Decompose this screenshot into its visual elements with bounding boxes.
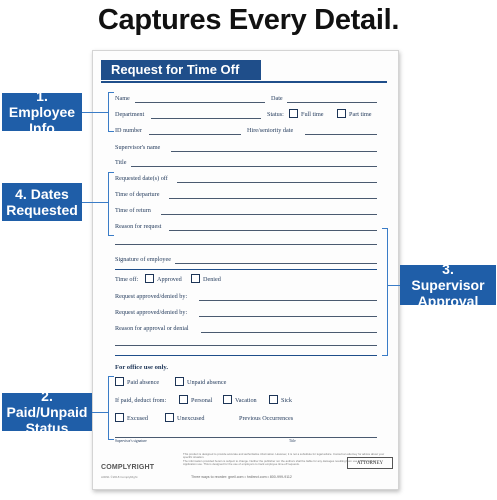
callout-paid-unpaid: 2. Paid/Unpaid Status xyxy=(2,393,92,431)
callout-employee-info: 1. Employee Info xyxy=(2,93,82,131)
approval-reason-label: Reason for approval or denial xyxy=(115,325,189,332)
title-line[interactable] xyxy=(131,166,377,167)
department-label: Department xyxy=(115,111,145,118)
departure-label: Time of departure xyxy=(115,191,160,198)
vacation-checkbox[interactable] xyxy=(223,395,232,404)
bracket-paid-unpaid xyxy=(108,376,114,440)
requested-dates-label: Requested date(s) off xyxy=(115,175,168,182)
paid-label: Paid absence xyxy=(127,379,160,386)
excused-label: Excused xyxy=(127,415,148,422)
title-label: Title xyxy=(115,159,127,166)
full-time-checkbox[interactable] xyxy=(289,109,298,118)
deduct-label: If paid, deduct from: xyxy=(115,397,167,404)
approved-label: Approved xyxy=(157,276,182,283)
section-divider-2 xyxy=(115,355,377,356)
unexcused-checkbox[interactable] xyxy=(165,413,174,422)
connector-supervisor-approval xyxy=(388,285,400,286)
full-time-label: Full time xyxy=(301,111,324,118)
reason-label: Reason for request xyxy=(115,223,162,230)
denied-label: Denied xyxy=(203,276,221,283)
unpaid-label: Unpaid absence xyxy=(187,379,227,386)
complyright-logo: COMPLYRIGHT xyxy=(101,464,155,471)
sup-title-label: Title xyxy=(289,439,296,443)
part-time-checkbox[interactable] xyxy=(337,109,346,118)
supervisor-signature-line[interactable] xyxy=(115,437,377,438)
approval-reason-line[interactable] xyxy=(201,332,377,333)
return-line[interactable] xyxy=(161,214,377,215)
supervisor-line[interactable] xyxy=(171,151,377,152)
request-form-sheet xyxy=(92,50,399,490)
departure-line[interactable] xyxy=(169,198,377,199)
name-label: Name xyxy=(115,95,130,102)
personal-label: Personal xyxy=(191,397,213,404)
form-title: Request for Time Off xyxy=(101,60,261,80)
denied-checkbox[interactable] xyxy=(191,274,200,283)
bracket-supervisor-approval xyxy=(382,228,388,356)
time-off-label: Time off: xyxy=(115,276,139,283)
signature-label: Signature of employee xyxy=(115,256,172,263)
fine-print-2: The information provided herein is subject to change. Neither the publisher nor the authors shall be liable for any damages resulting from use of this product. xyxy=(183,458,377,463)
hire-date-line[interactable] xyxy=(305,134,377,135)
id-number-label: ID number xyxy=(115,127,142,134)
sick-label: Sick xyxy=(281,397,293,404)
unexcused-label: Unexcused xyxy=(177,415,205,422)
part-time-label: Part time xyxy=(349,111,372,118)
reorder-info: Three ways to reorder: gneil.com • hrdirect.com • 800-999-9112 xyxy=(191,475,292,479)
approved-by-1-line[interactable] xyxy=(199,300,377,301)
bracket-dates-requested xyxy=(108,172,114,236)
approved-checkbox[interactable] xyxy=(145,274,154,283)
department-line[interactable] xyxy=(151,118,261,119)
supervisor-label: Supervisor's name xyxy=(115,144,161,151)
sick-checkbox[interactable] xyxy=(269,395,278,404)
connector-paid-unpaid xyxy=(92,412,108,413)
bracket-employee-info xyxy=(108,92,114,132)
approved-by-1-label: Request approved/denied by: xyxy=(115,293,188,300)
headline: Captures Every Detail. xyxy=(97,4,400,36)
approved-by-2-label: Request approved/denied by: xyxy=(115,309,188,316)
connector-dates-requested xyxy=(82,202,108,203)
connector-employee-info xyxy=(82,112,108,113)
name-line[interactable] xyxy=(135,102,265,103)
previous-occurrences-label: Previous Occurrences xyxy=(239,415,294,422)
callout-dates-requested: 4. Dates Requested xyxy=(2,183,82,221)
section-divider-1 xyxy=(115,269,377,270)
form-codes: A0091 ©2018 ComplyRight xyxy=(101,475,138,479)
approval-extra-line[interactable] xyxy=(115,345,377,346)
callout-supervisor-approval: 3. Supervisor Approval xyxy=(400,265,496,305)
approved-by-2-line[interactable] xyxy=(199,316,377,317)
excused-checkbox[interactable] xyxy=(115,413,124,422)
fine-print-3: Application use. This is designed for the use of employers to track employee time-off requests. xyxy=(183,462,300,467)
title-rule xyxy=(101,81,387,83)
return-label: Time of return xyxy=(115,207,151,214)
id-number-line[interactable] xyxy=(149,134,241,135)
hire-date-label: Hire/seniority date xyxy=(247,127,294,134)
office-use-label: For office use only. xyxy=(115,364,168,371)
date-line[interactable] xyxy=(287,102,377,103)
paid-checkbox[interactable] xyxy=(115,377,124,386)
vacation-label: Vacation xyxy=(235,397,257,404)
attorney-approved-badge: ATTORNEY xyxy=(347,457,393,469)
requested-dates-line[interactable] xyxy=(177,182,377,183)
date-label: Date xyxy=(271,95,283,102)
status-label: Status: xyxy=(267,111,284,118)
reason-line[interactable] xyxy=(169,230,377,231)
signature-line[interactable] xyxy=(175,263,377,264)
fine-print-1: This product is designed to provide accurate and authoritative information. However, it is not a substitute for legal advice. Consult an attorney for advice about your specific situation. xyxy=(183,452,385,460)
unpaid-checkbox[interactable] xyxy=(175,377,184,386)
sup-signature-label: Supervisor's signature xyxy=(115,439,147,443)
personal-checkbox[interactable] xyxy=(179,395,188,404)
reason-extra-line-1[interactable] xyxy=(115,244,377,245)
